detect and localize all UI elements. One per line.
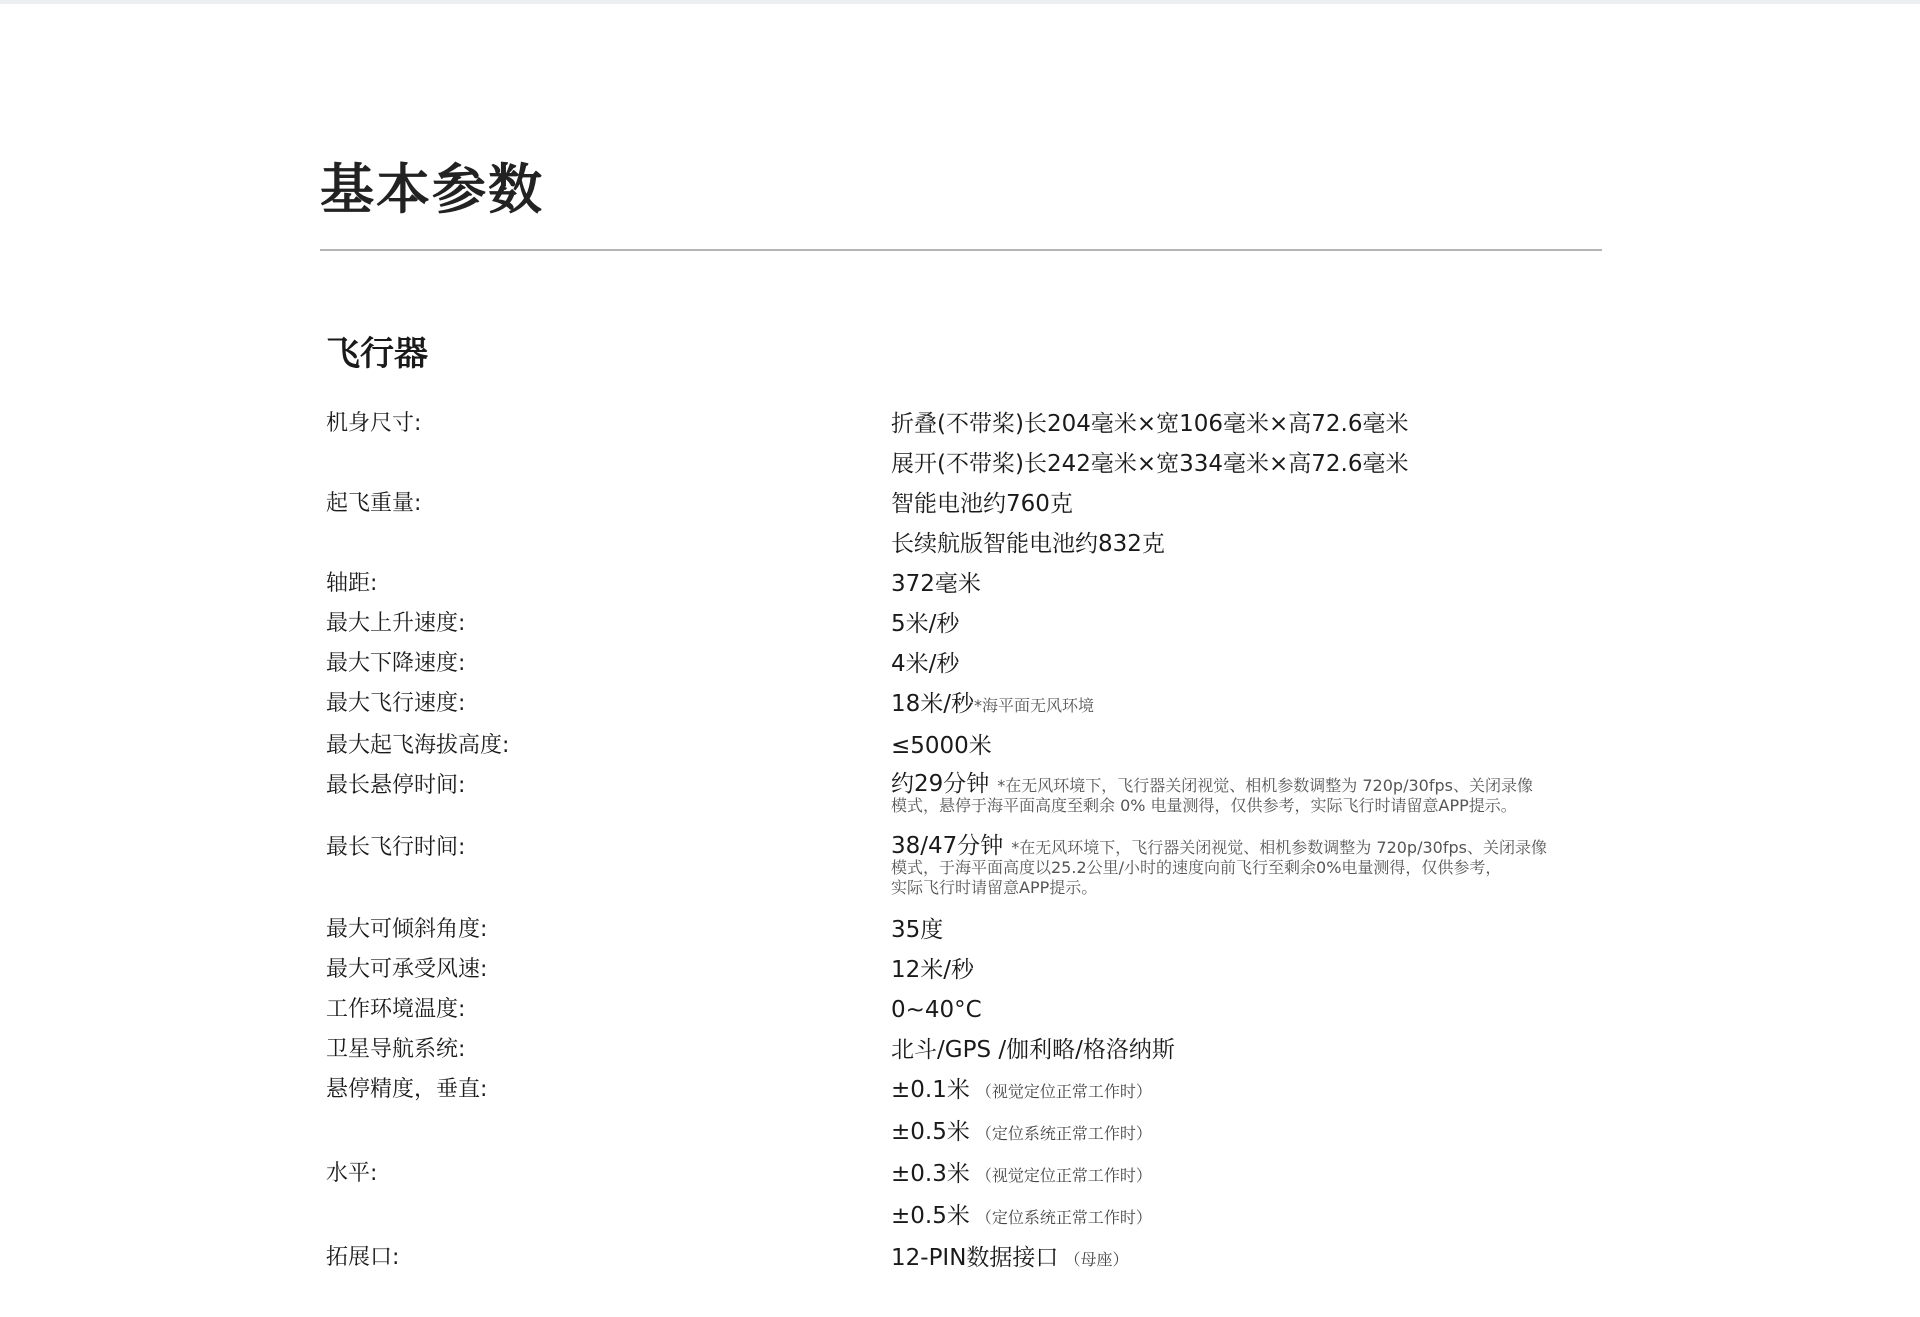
spec-label: 工作环境温度: (326, 997, 466, 1022)
spec-values (891, 766, 1602, 828)
spec-values (891, 1070, 1602, 1154)
spec-value: 长续航版智能电池约832克 (891, 531, 1165, 557)
spec-label: 水平: (326, 1161, 378, 1186)
spec-value: ±0.1米 (891, 1077, 970, 1103)
spec-label: 最长飞行时间: (326, 835, 466, 860)
spec-values (891, 684, 1602, 726)
spec-values (891, 484, 1602, 564)
spec-label: 最大上升速度: (326, 611, 466, 636)
spec-label: 最大起飞海拔高度: (326, 733, 510, 758)
spec-values (891, 910, 1602, 950)
spec-row-max-speed (326, 684, 1602, 726)
spec-row-max-flight (326, 828, 1602, 910)
spec-values (891, 726, 1602, 766)
spec-label: 最大下降速度: (326, 651, 466, 676)
spec-value: 12米/秒 (891, 957, 975, 983)
spec-label: 最大可倾斜角度: (326, 917, 488, 942)
spec-value: ±0.5米 (891, 1119, 970, 1145)
spec-value: 北斗/GPS /伽利略/格洛纳斯 (891, 1037, 1175, 1063)
spec-value: 智能电池约760克 (891, 491, 1073, 517)
spec-row-max-descent (326, 644, 1602, 684)
spec-note: （视觉定位正常工作时） (975, 1166, 1152, 1185)
spec-values (891, 564, 1602, 604)
spec-row-wheelbase (326, 564, 1602, 604)
spec-values (891, 1154, 1602, 1238)
spec-note: *在无风环境下，飞行器关闭视觉、相机参数调整为 720p/30fps、关闭录像 (1011, 838, 1547, 857)
spec-values (891, 1030, 1602, 1070)
spec-list (326, 404, 1602, 1280)
spec-values (891, 404, 1602, 484)
spec-value-with-note (891, 1112, 1602, 1154)
spec-note: 模式，于海平面高度以25.2公里/小时的速度向前飞行至剩余0%电量测得，仅供参考， (891, 858, 1502, 877)
spec-note: （视觉定位正常工作时） (975, 1082, 1152, 1101)
spec-label: 最大可承受风速: (326, 957, 488, 982)
spec-value: ±0.5米 (891, 1203, 970, 1229)
top-strip (0, 0, 1920, 4)
spec-values (891, 1238, 1602, 1280)
page-title: 基本参数 (320, 158, 544, 221)
spec-label: 卫星导航系统: (326, 1037, 466, 1062)
spec-value: ±0.3米 (891, 1161, 970, 1187)
spec-values (891, 604, 1602, 644)
spec-page (320, 150, 1602, 1271)
spec-row-max-tilt (326, 910, 1602, 950)
section-title: 飞行器 (326, 334, 428, 374)
spec-row-max-wind (326, 950, 1602, 990)
spec-row-body-size (326, 404, 1602, 484)
spec-note: 模式，悬停于海平面高度至剩余 0% 电量测得，仅供参考，实际飞行时请留意APP提示。 (891, 796, 1517, 815)
spec-value-with-note (891, 1154, 1602, 1196)
spec-row-hover-horizontal (326, 1154, 1602, 1238)
spec-row-max-altitude (326, 726, 1602, 766)
spec-value: 38/47分钟 (891, 833, 1004, 859)
spec-note: （定位系统正常工作时） (975, 1208, 1152, 1227)
spec-note: 实际飞行时请留意APP提示。 (891, 878, 1098, 897)
spec-value: 展开(不带桨)长242毫米×宽334毫米×高72.6毫米 (891, 451, 1409, 477)
spec-row-hover-vertical (326, 1070, 1602, 1154)
spec-row-gnss (326, 1030, 1602, 1070)
spec-value: 约29分钟 (891, 771, 990, 797)
spec-value: 0~40°C (891, 997, 982, 1023)
spec-value: 5米/秒 (891, 611, 960, 637)
spec-label: 悬停精度，垂直: (326, 1077, 488, 1102)
spec-note: （定位系统正常工作时） (975, 1124, 1152, 1143)
spec-value: 12-PIN数据接口 (891, 1245, 1059, 1271)
spec-label: 拓展口: (326, 1245, 400, 1270)
spec-row-temperature (326, 990, 1602, 1030)
spec-value-with-note (891, 684, 1602, 726)
spec-value-with-note (891, 1238, 1602, 1280)
spec-row-max-ascent (326, 604, 1602, 644)
spec-values (891, 828, 1602, 910)
spec-label: 轴距: (326, 571, 378, 596)
spec-label: 最大飞行速度: (326, 691, 466, 716)
spec-values (891, 950, 1602, 990)
spec-value-with-note (891, 1070, 1602, 1112)
spec-note: *海平面无风环境 (974, 696, 1095, 715)
spec-row-takeoff-weight (326, 484, 1602, 564)
spec-value: 372毫米 (891, 571, 981, 597)
spec-row-max-hover (326, 766, 1602, 828)
title-divider (320, 249, 1602, 251)
spec-label: 起飞重量: (326, 491, 422, 516)
spec-values (891, 990, 1602, 1030)
spec-value: 折叠(不带桨)长204毫米×宽106毫米×高72.6毫米 (891, 411, 1409, 437)
spec-row-port (326, 1238, 1602, 1280)
spec-note: *在无风环境下，飞行器关闭视觉、相机参数调整为 720p/30fps、关闭录像 (997, 776, 1533, 795)
spec-label: 机身尺寸: (326, 411, 422, 436)
spec-value: 35度 (891, 917, 944, 943)
spec-label: 最长悬停时间: (326, 773, 466, 798)
spec-value: 18米/秒 (891, 691, 975, 717)
spec-value-with-note (891, 1196, 1602, 1238)
spec-value: ≤5000米 (891, 733, 992, 759)
spec-note: （母座） (1064, 1250, 1129, 1269)
spec-value: 4米/秒 (891, 651, 960, 677)
spec-values (891, 644, 1602, 684)
